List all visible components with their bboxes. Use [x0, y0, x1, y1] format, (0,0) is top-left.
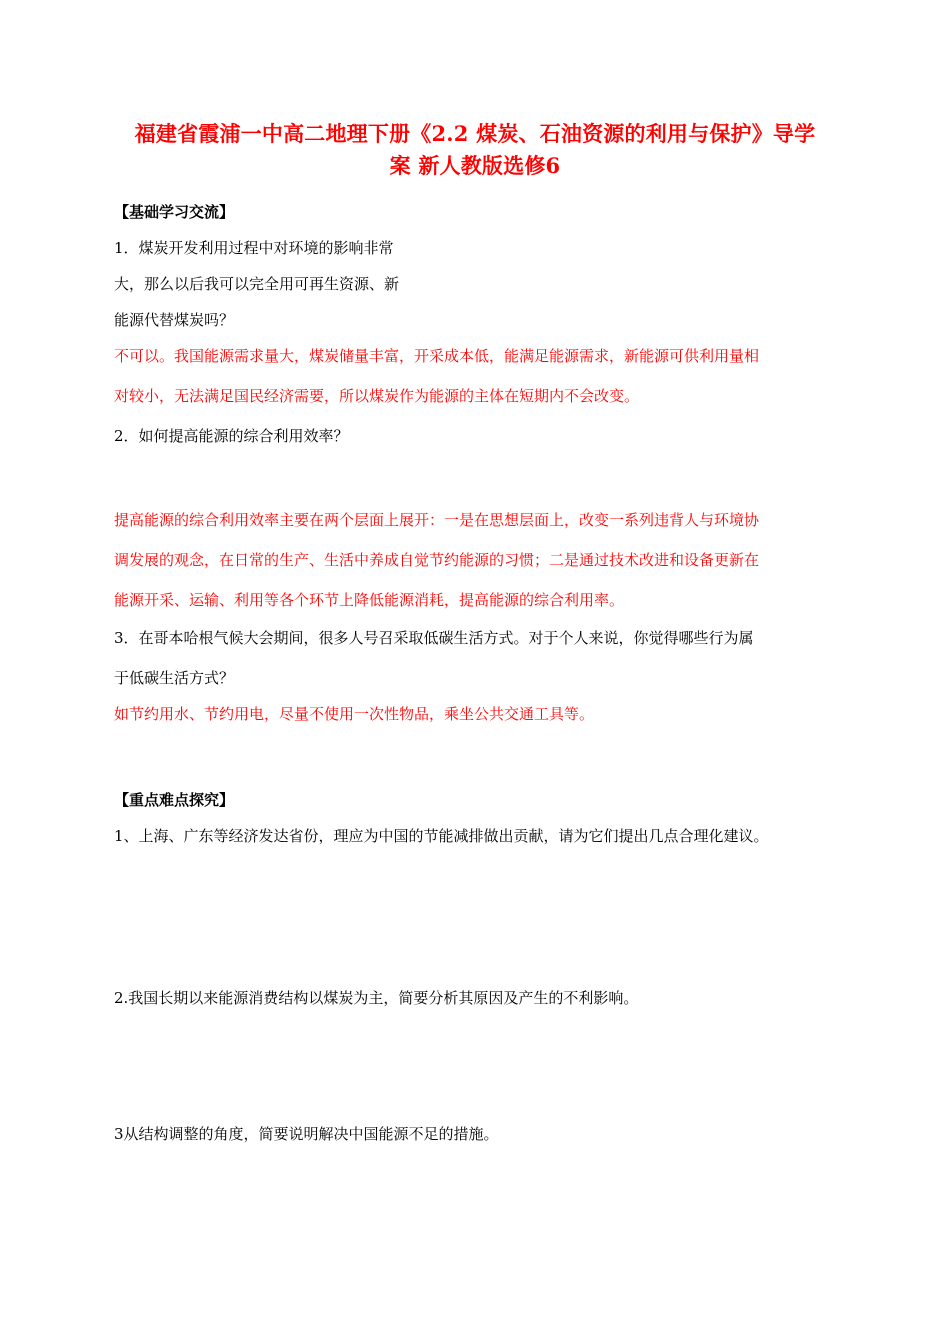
question-1-line-2: 大，那么以后我可以完全用可再生资源、新 — [114, 275, 400, 293]
answer-2-line-2: 调发展的观念，在日常的生产、生活中养成自觉节约能源的习惯；二是通过技术改进和设备更新在 — [114, 551, 760, 569]
answer-1-line-1: 不可以。我国能源需求量大，煤炭储量丰富，开采成本低，能满足能源需求，新能源可供利用量相 — [114, 347, 760, 365]
document-title — [112, 118, 838, 182]
answer-1-line-2: 对较小，无法满足国民经济需要，所以煤炭作为能源的主体在短期内不会改变。 — [114, 387, 640, 405]
section-heading-basic: 【基础学习交流】 — [114, 203, 235, 221]
answer-2-line-1: 提高能源的综合利用效率主要在两个层面上展开：一是在思想层面上，改变一系列违背人与环境协 — [114, 511, 760, 529]
key-question-2: 2.我国长期以来能源消费结构以煤炭为主，简要分析其原因及产生的不利影响。 — [114, 989, 639, 1007]
title-line-1: 福建省霞浦一中高二地理下册《2.2 煤炭、石油资源的利用与保护》导学 — [134, 121, 816, 146]
answer-2-line-3: 能源开采、运输、利用等各个环节上降低能源消耗，提高能源的综合利用率。 — [114, 591, 625, 609]
question-3-line-1: 3．在哥本哈根气候大会期间，很多人号召采取低碳生活方式。对于个人来说，你觉得哪些行为属 — [114, 629, 754, 647]
question-3-line-2: 于低碳生活方式？ — [114, 669, 235, 687]
section-heading-key-points: 【重点难点探究】 — [114, 791, 235, 809]
key-question-1: 1、上海、广东等经济发达省份，理应为中国的节能减排做出贡献，请为它们提出几点合理化建议。 — [114, 827, 769, 845]
question-1-line-3: 能源代替煤炭吗？ — [114, 311, 235, 329]
answer-3-line-1: 如节约用水、节约用电，尽量不使用一次性物品，乘坐公共交通工具等。 — [114, 705, 595, 723]
question-2-line-1: 2．如何提高能源的综合利用效率？ — [114, 427, 349, 445]
question-1-line-1: 1．煤炭开发利用过程中对环境的影响非常 — [114, 239, 394, 257]
title-line-2: 案 新人教版选修6 — [389, 153, 561, 178]
key-question-3: 3从结构调整的角度，简要说明解决中国能源不足的措施。 — [114, 1125, 499, 1143]
